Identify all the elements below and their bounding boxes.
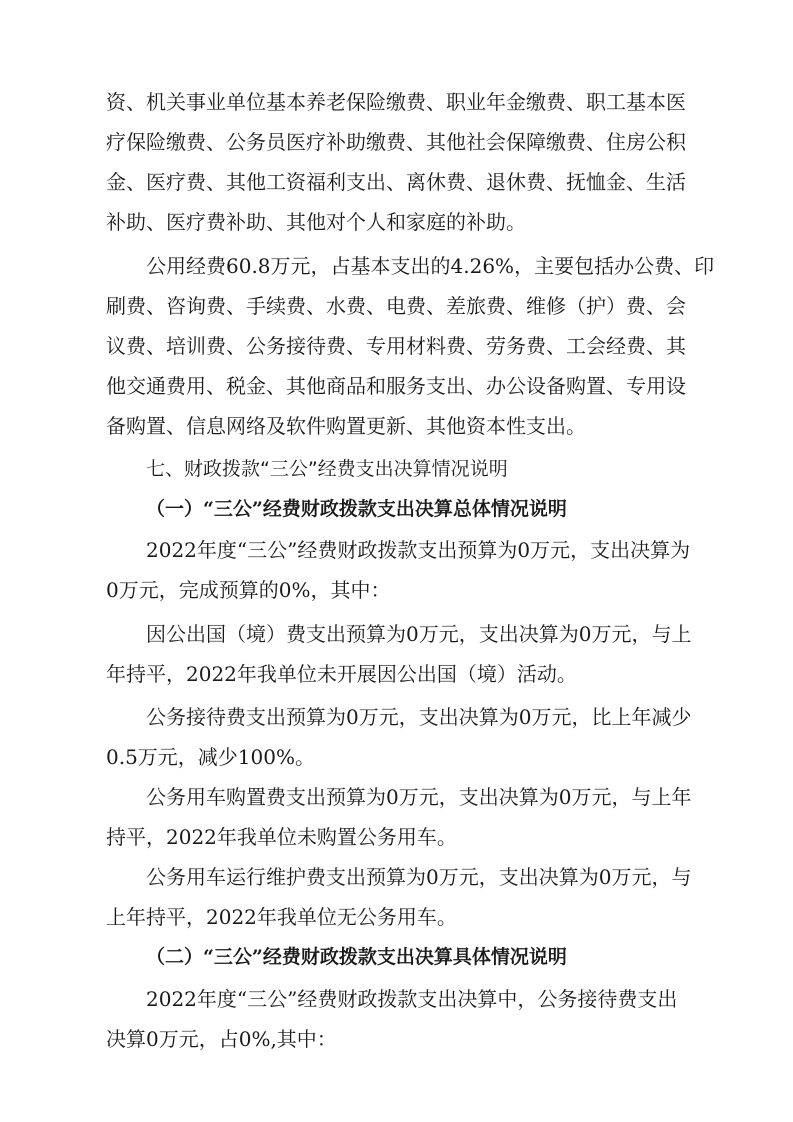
paragraph-line: 2022年度“三公”经费财政拨款支出预算为0万元，支出决算为	[146, 538, 691, 562]
paragraph-line: 2022年度“三公”经费财政拨款支出决算中，公务接待费支出	[146, 987, 678, 1011]
paragraph-line: 议费、培训费、公务接待费、专用材料费、劳务费、工会经费、其	[106, 334, 686, 358]
paragraph-line: 备购置、信息网络及软件购置更新、其他资本性支出。	[106, 414, 586, 438]
paragraph-line: 资、机关事业单位基本养老保险缴费、职业年金缴费、职工基本医	[106, 90, 686, 114]
paragraph-line: 因公出国（境）费支出预算为0万元，支出决算为0万元，与上	[146, 622, 692, 646]
paragraph-line: 公用经费60.8万元，占基本支出的4.26%，主要包括办公费、印	[146, 254, 715, 278]
section-heading: 七、财政拨款“三公”经费支出决算情况说明	[146, 458, 508, 480]
paragraph-line: 补助、医疗费补助、其他对个人和家庭的补助。	[106, 210, 526, 234]
paragraph-line: 0万元，完成预算的0%，其中：	[106, 578, 391, 602]
paragraph-line: 公务用车运行维护费支出预算为0万元，支出决算为0万元，与	[146, 865, 692, 889]
paragraph-line: 0.5万元，减少100%。	[106, 745, 315, 769]
subsection-title: （一）“三公”经费财政拨款支出决算总体情况说明	[146, 498, 567, 520]
paragraph-line: 公务用车购置费支出预算为0万元，支出决算为0万元，与上年	[146, 785, 692, 809]
paragraph-line: 持平，2022年我单位未购置公务用车。	[106, 825, 457, 849]
paragraph-line: 年持平，2022年我单位未开展因公出国（境）活动。	[106, 662, 577, 686]
paragraph-line: 金、医疗费、其他工资福利支出、离休费、退休费、抚恤金、生活	[106, 170, 686, 194]
paragraph-line: 公务接待费支出预算为0万元，支出决算为0万元，比上年减少	[146, 705, 692, 729]
paragraph-line: 刷费、咨询费、手续费、水费、电费、差旅费、维修（护）费、会	[106, 294, 686, 318]
paragraph-line: 疗保险缴费、公务员医疗补助缴费、其他社会保障缴费、住房公积	[106, 130, 686, 154]
paragraph-line: 决算0万元，占0%,其中：	[106, 1027, 337, 1051]
subsection-title: （二）“三公”经费财政拨款支出决算具体情况说明	[146, 946, 567, 968]
paragraph-line: 上年持平，2022年我单位无公务用车。	[106, 905, 457, 929]
paragraph-line: 他交通费用、税金、其他商品和服务支出、办公设备购置、专用设	[106, 374, 686, 398]
